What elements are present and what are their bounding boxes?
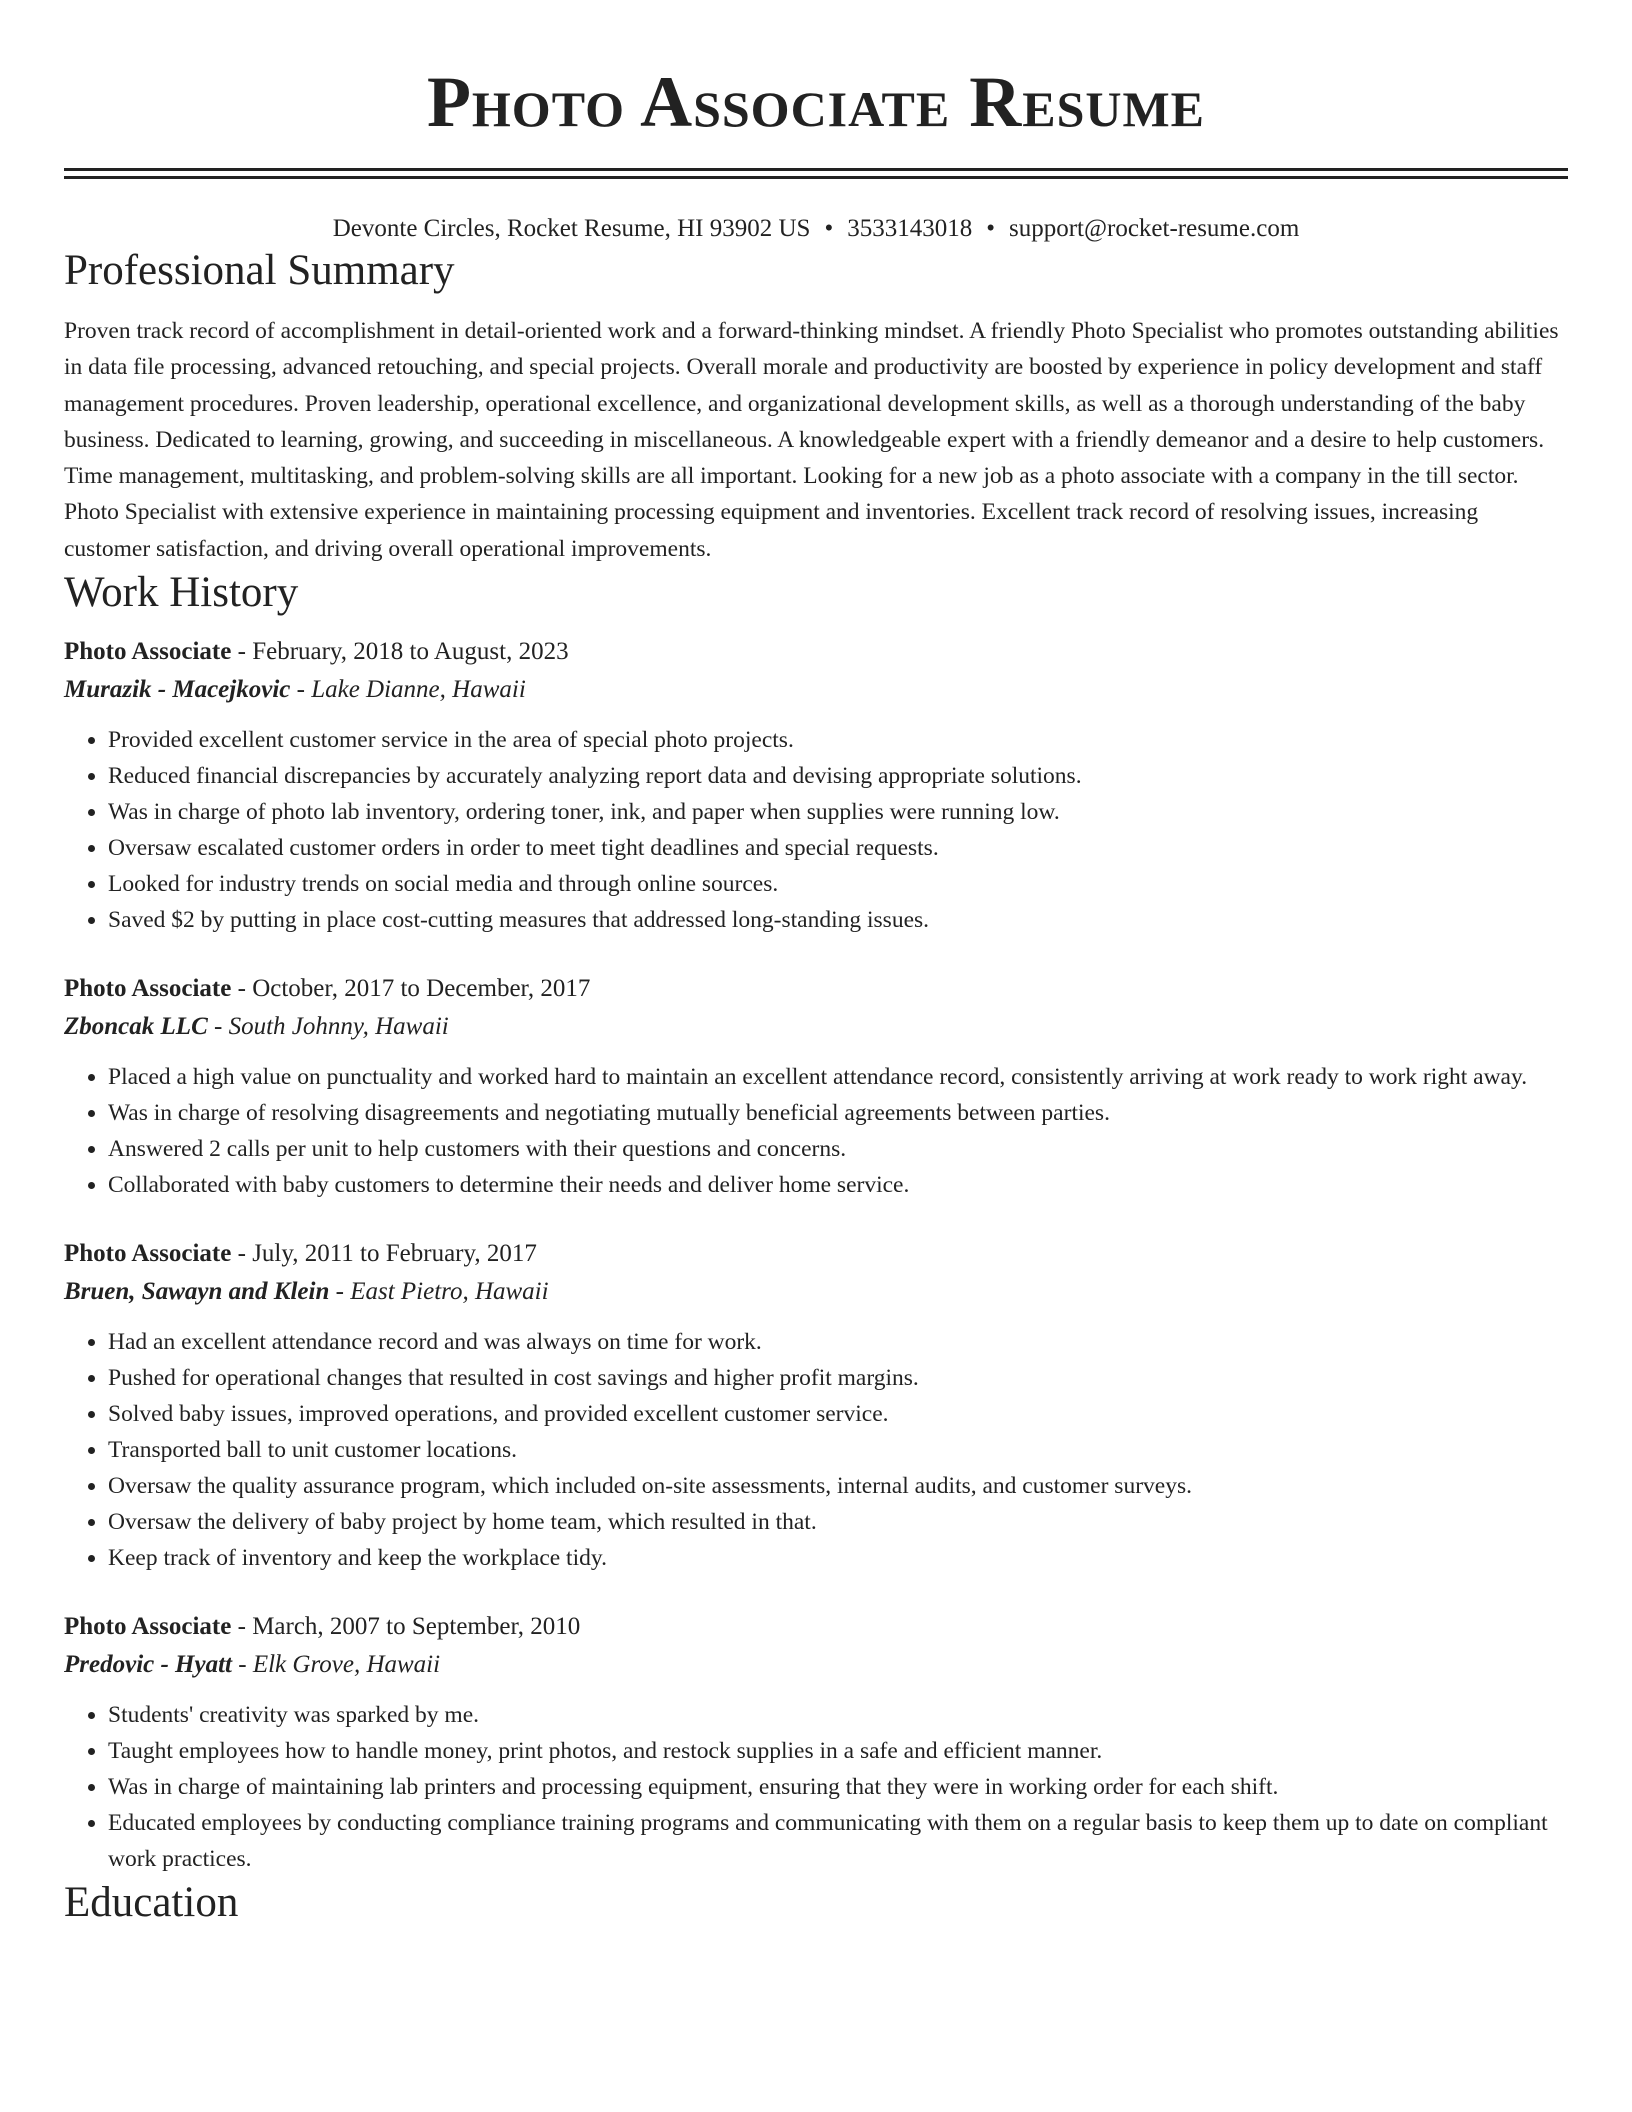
job-entry: [64, 633, 1568, 938]
dash: -: [238, 1651, 247, 1679]
dash: -: [237, 975, 246, 1003]
contact-separator: •: [824, 215, 834, 242]
job-dates: March, 2007 to September, 2010: [252, 1613, 581, 1641]
company-line: [64, 1273, 1568, 1311]
duty-item: • Transported ball to unit customer locations.: [108, 1432, 1568, 1468]
duty-item: • Pushed for operational changes that resulted in cost savings and higher profit margins.: [108, 1360, 1568, 1396]
job-title: Photo Associate: [64, 638, 232, 666]
dash: -: [214, 1013, 223, 1041]
dash: -: [237, 638, 246, 666]
job-title-line: [64, 1235, 1568, 1273]
duties-list: [64, 722, 1568, 938]
duty-item: • Was in charge of maintaining lab printers and processing equipment, ensuring that they were in working order for each shift.: [108, 1769, 1568, 1805]
work-history-heading: Work History: [64, 569, 299, 617]
company-location: Lake Dianne, Hawaii: [311, 676, 526, 704]
contact-separator: •: [986, 215, 995, 242]
company-name: Bruen, Sawayn and Klein: [64, 1278, 330, 1306]
duties-list: [64, 1324, 1568, 1576]
job-entry: [64, 1235, 1568, 1576]
title-divider: [64, 168, 1568, 179]
duty-item: • Collaborated with baby customers to determine their needs and deliver home service.: [108, 1167, 1568, 1203]
dash: -: [237, 1240, 246, 1268]
job-title-line: [64, 970, 1568, 1008]
duty-item: • Answered 2 calls per unit to help customers with their questions and concerns.: [108, 1131, 1568, 1167]
duty-item: • Oversaw the quality assurance program, which included on-site assessments, internal audits, and customer surveys.: [108, 1468, 1568, 1504]
education-heading: Education: [64, 1879, 239, 1927]
company-name: Murazik - Macejkovic: [64, 676, 291, 704]
dash: -: [335, 1278, 344, 1306]
summary-heading: Professional Summary: [64, 247, 455, 294]
duty-item: • Solved baby issues, improved operations, and provided excellent customer service.: [108, 1396, 1568, 1432]
job-dates: October, 2017 to December, 2017: [252, 975, 591, 1003]
company-location: South Johnny, Hawaii: [228, 1013, 449, 1041]
job-title: Photo Associate: [64, 975, 232, 1003]
resume-title: Photo Associate Resume: [426, 62, 1206, 142]
company-line: [64, 1646, 1568, 1684]
company-location: Elk Grove, Hawaii: [252, 1651, 441, 1679]
duty-item: • Taught employees how to handle money, print photos, and restock supplies in a safe and efficient manner.: [108, 1733, 1568, 1769]
contact-email: support@rocket-resume.com: [1008, 215, 1300, 242]
job-title: Photo Associate: [64, 1240, 232, 1268]
contact-line: [64, 213, 1568, 245]
company-line: [64, 1008, 1568, 1046]
duty-item: • Was in charge of photo lab inventory, ordering toner, ink, and paper when supplies were running low.: [108, 794, 1568, 830]
duty-item: • Educated employees by conducting compliance training programs and communicating with them on a regular basis to keep them up to date on compliant work practices.: [108, 1805, 1568, 1877]
duty-item: • Had an excellent attendance record and was always on time for work.: [108, 1324, 1568, 1360]
duties-list: [64, 1059, 1568, 1203]
duty-item: • Looked for industry trends on social media and through online sources.: [108, 866, 1568, 902]
contact-phone: 3533143018: [847, 215, 973, 242]
duty-item: • Oversaw the delivery of baby project by home team, which resulted in that.: [108, 1504, 1568, 1540]
job-title: Photo Associate: [64, 1613, 232, 1641]
duty-item: • Keep track of inventory and keep the workplace tidy.: [108, 1540, 1568, 1576]
job-title-line: [64, 1608, 1568, 1646]
duties-list: [64, 1697, 1568, 1877]
company-line: [64, 671, 1568, 709]
dash: -: [296, 676, 305, 704]
duty-item: • Saved $2 by putting in place cost-cutting measures that addressed long-standing issues.: [108, 902, 1568, 938]
company-location: East Pietro, Hawaii: [350, 1278, 549, 1306]
duty-item: • Provided excellent customer service in the area of special photo projects.: [108, 722, 1568, 758]
duty-item: • Placed a high value on punctuality and worked hard to maintain an excellent attendance record, consistently arriving at work ready to work right away.: [108, 1059, 1568, 1095]
dash: -: [237, 1613, 246, 1641]
summary-text: Proven track record of accomplishment in detail-oriented work and a forward-thinking mindset. A friendly Photo Specialist who promotes outstanding abilities in data file processing, advanced retouching, and special projects. Overall morale and productivity are boosted by experience in policy development and staff management procedures. Proven leadership, operational excellence, and organizational development skills, as well as a thorough understanding of the baby business. Dedicated to learning, growing, and succeeding in miscellaneous. A knowledgeable expert with a friendly demeanor and a desire to help customers. Time management, multitasking, and problem-solving skills are all important. Looking for a new job as a photo associate with a company in the till sector. Photo Specialist with extensive experience in maintaining processing equipment and inventories. Excellent track record of resolving issues, increasing customer satisfaction, and driving overall operational improvements.: [64, 318, 1559, 562]
duty-item: • Students' creativity was sparked by me.: [108, 1697, 1568, 1733]
job-dates: July, 2011 to February, 2017: [252, 1240, 537, 1268]
duty-item: • Reduced financial discrepancies by accurately analyzing report data and devising appropriate solutions.: [108, 758, 1568, 794]
job-dates: February, 2018 to August, 2023: [252, 638, 569, 666]
company-name: Predovic - Hyatt: [64, 1651, 232, 1679]
job-entry: [64, 970, 1568, 1203]
job-entry: [64, 1608, 1568, 1877]
job-title-line: [64, 633, 1568, 671]
company-name: Zboncak LLC: [64, 1013, 208, 1041]
contact-address: Devonte Circles, Rocket Resume, HI 93902 US: [332, 215, 811, 242]
duty-item: • Oversaw escalated customer orders in order to meet tight deadlines and special requests.: [108, 830, 1568, 866]
duty-item: • Was in charge of resolving disagreements and negotiating mutually beneficial agreements between parties.: [108, 1095, 1568, 1131]
